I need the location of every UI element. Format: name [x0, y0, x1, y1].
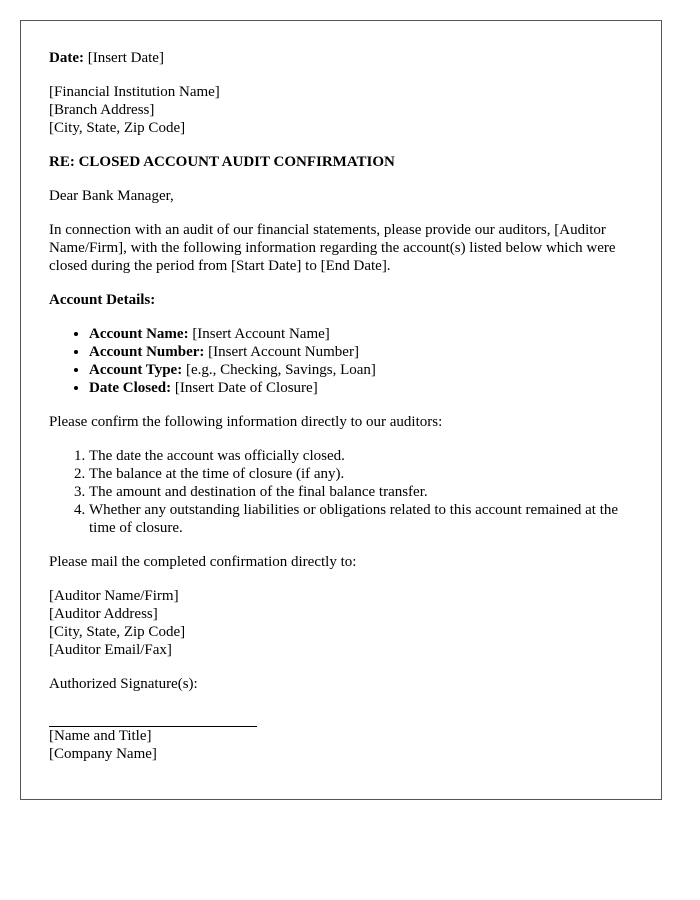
auditor-address [49, 587, 633, 659]
mail-intro: Please mail the completed confirmation directly to: [49, 554, 357, 570]
auditor-city-state-zip: [City, State, Zip Code] [49, 624, 186, 640]
date-label: Date: [49, 50, 84, 66]
subject-line: RE: CLOSED ACCOUNT AUDIT CONFIRMATION [49, 154, 395, 170]
signatory-name-title: [Name and Title] [49, 728, 152, 744]
account-type-value: [e.g., Checking, Savings, Loan] [182, 362, 376, 378]
account-details-heading: Account Details: [49, 292, 156, 308]
recipient-name: [Financial Institution Name] [49, 84, 220, 100]
confirm-item: 4. Whether any outstanding liabilities or obligations related to this account remained at the time of closure. [89, 501, 633, 537]
letter-page [20, 20, 662, 800]
recipient-city-state-zip: [City, State, Zip Code] [49, 120, 186, 136]
account-name-label: Account Name: [89, 326, 189, 342]
auditor-street-address: [Auditor Address] [49, 606, 158, 622]
date-line [49, 49, 633, 67]
salutation: Dear Bank Manager, [49, 188, 174, 204]
account-detail-item [89, 325, 633, 343]
auditor-name: [Auditor Name/Firm] [49, 588, 179, 604]
signature-label: Authorized Signature(s): [49, 676, 198, 692]
account-type-label: Account Type: [89, 362, 183, 378]
intro-paragraph: In connection with an audit of our financial statements, please provide our auditors, [Auditor Name/Firm], with the following information regarding the account(s) listed below which were closed during the period from [Start Date] to [End Date]. [49, 222, 616, 274]
signature-line [49, 709, 257, 727]
account-detail-item [89, 361, 633, 379]
account-number-value: [Insert Account Number] [204, 344, 359, 360]
auditor-email-fax: [Auditor Email/Fax] [49, 642, 172, 658]
confirm-intro: Please confirm the following information directly to our auditors: [49, 414, 443, 430]
recipient-branch-address: [Branch Address] [49, 102, 155, 118]
account-number-label: Account Number: [89, 344, 205, 360]
account-details-list [49, 325, 633, 397]
confirm-item: 2. The balance at the time of closure (if any). [89, 465, 633, 483]
signatory-company: [Company Name] [49, 746, 157, 762]
account-name-value: [Insert Account Name] [188, 326, 330, 342]
account-detail-item [89, 343, 633, 361]
date-value: [Insert Date] [83, 50, 164, 66]
confirm-item: 1. The date the account was officially closed. [89, 447, 633, 465]
recipient-address [49, 83, 633, 137]
signatory-block [49, 727, 633, 763]
confirm-list [49, 447, 633, 537]
date-closed-value: [Insert Date of Closure] [171, 380, 318, 396]
account-detail-item [89, 379, 633, 397]
confirm-item: 3. The amount and destination of the final balance transfer. [89, 483, 633, 501]
date-closed-label: Date Closed: [89, 380, 172, 396]
